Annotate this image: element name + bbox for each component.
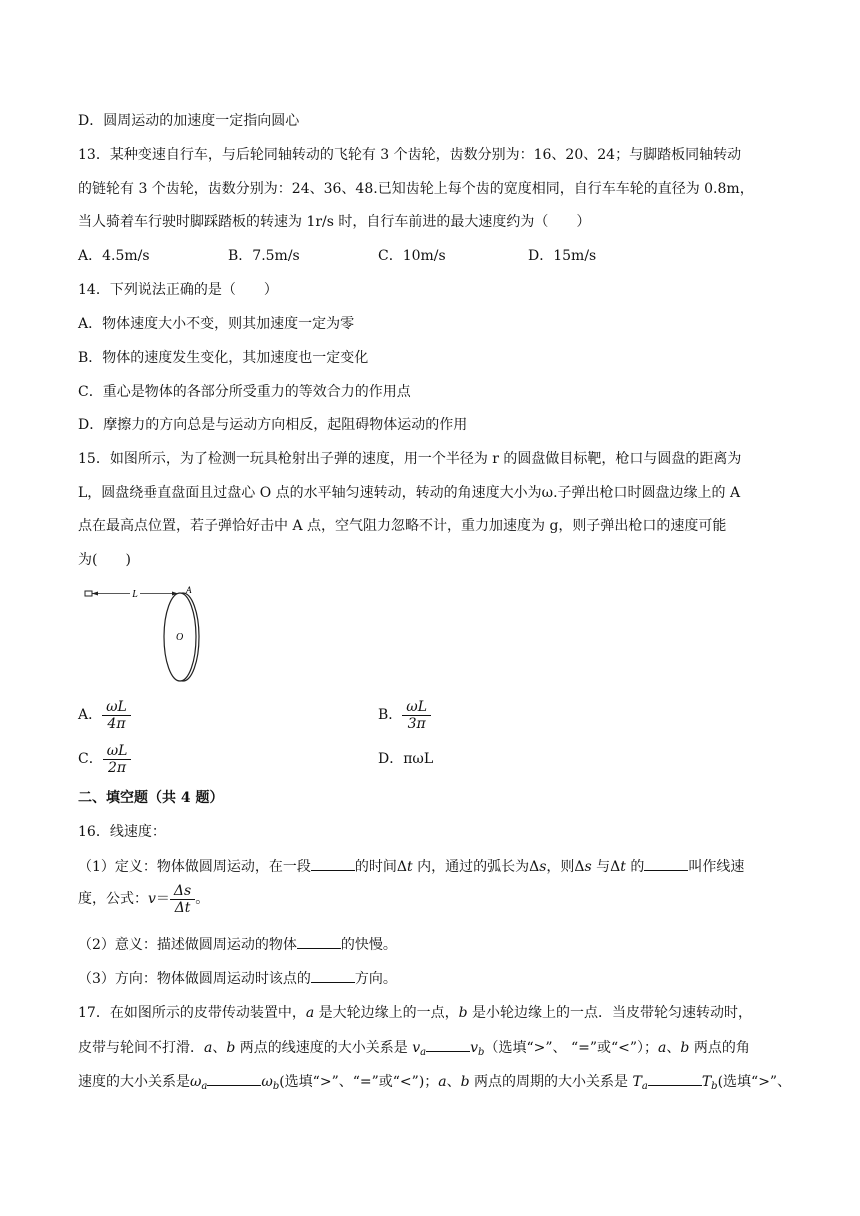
q15-option-b-prefix: B．	[378, 707, 403, 723]
q17-blank-1[interactable]	[426, 1037, 470, 1052]
q16-part1-line1: （1）定义：物体做圆周运动，在一段 的时间Δt 内，通过的弧长为Δs，则Δs 与Δt 的 叫作线速	[78, 856, 790, 877]
q15-stem-line1: 15．如图所示，为了检测一玩具枪射出子弹的速度，用一个半径为 r 的圆盘做目标靶，枪口与圆盘的距离为	[78, 451, 742, 467]
q16-blank-1[interactable]	[311, 856, 355, 871]
q16-blank-3[interactable]	[297, 934, 341, 949]
q16-part3: （3）方向：物体做圆周运动时该点的 方向。	[78, 968, 790, 989]
q15-option-a	[78, 698, 131, 732]
q16-blank-4[interactable]	[311, 968, 355, 983]
q15-option-a-prefix: A．	[78, 707, 103, 723]
q15-option-a-fraction: $\frac{\omega L}{4\pi}$	[102, 699, 131, 732]
q13-option-c: C．10m/s	[378, 248, 446, 264]
q14-option-a: A．物体速度大小不变，则其加速度一定为零	[78, 316, 355, 332]
q12-option-d: D．圆周运动的加速度一定指向圆心	[78, 113, 300, 129]
section-title-fill-in: 二、填空题（共 4 题）	[78, 790, 224, 806]
q15-option-c-fraction: $\frac{\omega L}{2\pi}$	[103, 743, 132, 776]
q15-option-b	[378, 698, 431, 732]
q16-blank-2[interactable]	[644, 856, 688, 871]
figure-label-a: A	[186, 585, 192, 595]
q17-line3: 速度的大小关系是$\omega_a$ $\omega_b$(选填“>”、“=”或“<”)；a、b 两点的周期的大小关系是 $T_a$ $T_b$(选填“>”、	[78, 1071, 790, 1097]
q16-formula-fraction: $\frac{\Delta s}{\Delta t}$	[170, 883, 195, 916]
q13-stem-line1: 13．某种变速自行车，与后轮同轴转动的飞轮有 3 个齿轮，齿数分别为：16、20、24；与脚踏板同轴转动	[78, 147, 742, 163]
q15-option-c	[78, 742, 131, 776]
q13-stem-line2: 的链轮有 3 个齿轮，齿数分别为：24、36、48.已知齿轮上每个齿的宽度相同，自行车车轮的直径为 0.8m，	[78, 181, 754, 197]
q16-stem: 16．线速度：	[78, 824, 166, 840]
q17-blank-2[interactable]	[207, 1071, 261, 1086]
q14-option-b: B．物体的速度发生变化，其加速度也一定变化	[78, 350, 369, 366]
q15-option-c-prefix: C．	[78, 751, 103, 767]
q15-option-d: D．πωL	[378, 751, 434, 767]
q15-stem-line2: L，圆盘绕垂直盘面且过盘心 O 点的水平轴匀速转动，转动的角速度大小为ω.子弹出枪口时圆盘边缘上的 A	[78, 485, 741, 501]
q15-option-b-fraction: $\frac{\omega L}{3\pi}$	[402, 699, 431, 732]
q17-blank-3[interactable]	[648, 1071, 702, 1086]
q16-part1-line2: 度，公式：v＝ $\frac{\Delta s}{\Delta t}$ 。	[78, 882, 210, 916]
q15-stem-line4: 为( )	[78, 552, 131, 568]
q17-line1: 17．在如图所示的皮带传动装置中，a 是大轮边缘上的一点，b 是小轮边缘上的一点．当皮带轮匀速转动时，	[78, 1005, 753, 1021]
figure-label-l: L	[132, 589, 138, 600]
q14-option-c: C．重心是物体的各部分所受重力的等效合力的作用点	[78, 384, 411, 400]
q13-stem-line3: 当人骑着车行驶时脚踩踏板的转速为 1r/s 时，自行车前进的最大速度约为（ ）	[78, 214, 591, 230]
q13-option-d: D．15m/s	[528, 248, 597, 264]
q17-line2: 皮带与轮间不打滑．a、b 两点的线速度的大小关系是 $v_a$ $v_b$（选填“>”、 “=”或“<”）；a、b 两点的角	[78, 1037, 790, 1063]
q13-option-b: B．7.5m/s	[228, 248, 300, 264]
gun-muzzle-icon	[85, 591, 92, 596]
q15-figure-gun-and-disc	[80, 582, 210, 682]
figure-label-o: O	[176, 632, 184, 643]
q13-option-a: A．4.5m/s	[78, 248, 150, 264]
q16-part2: （2）意义：描述做圆周运动的物体 的快慢。	[78, 934, 790, 955]
q15-stem-line3: 点在最高点位置，若子弹恰好击中 A 点，空气阻力忽略不计，重力加速度为 g，则子弹出枪口的速度可能	[78, 518, 727, 534]
q14-stem: 14．下列说法正确的是（ ）	[78, 282, 278, 298]
q14-option-d: D．摩擦力的方向总是与运动方向相反，起阻碍物体运动的作用	[78, 417, 468, 433]
